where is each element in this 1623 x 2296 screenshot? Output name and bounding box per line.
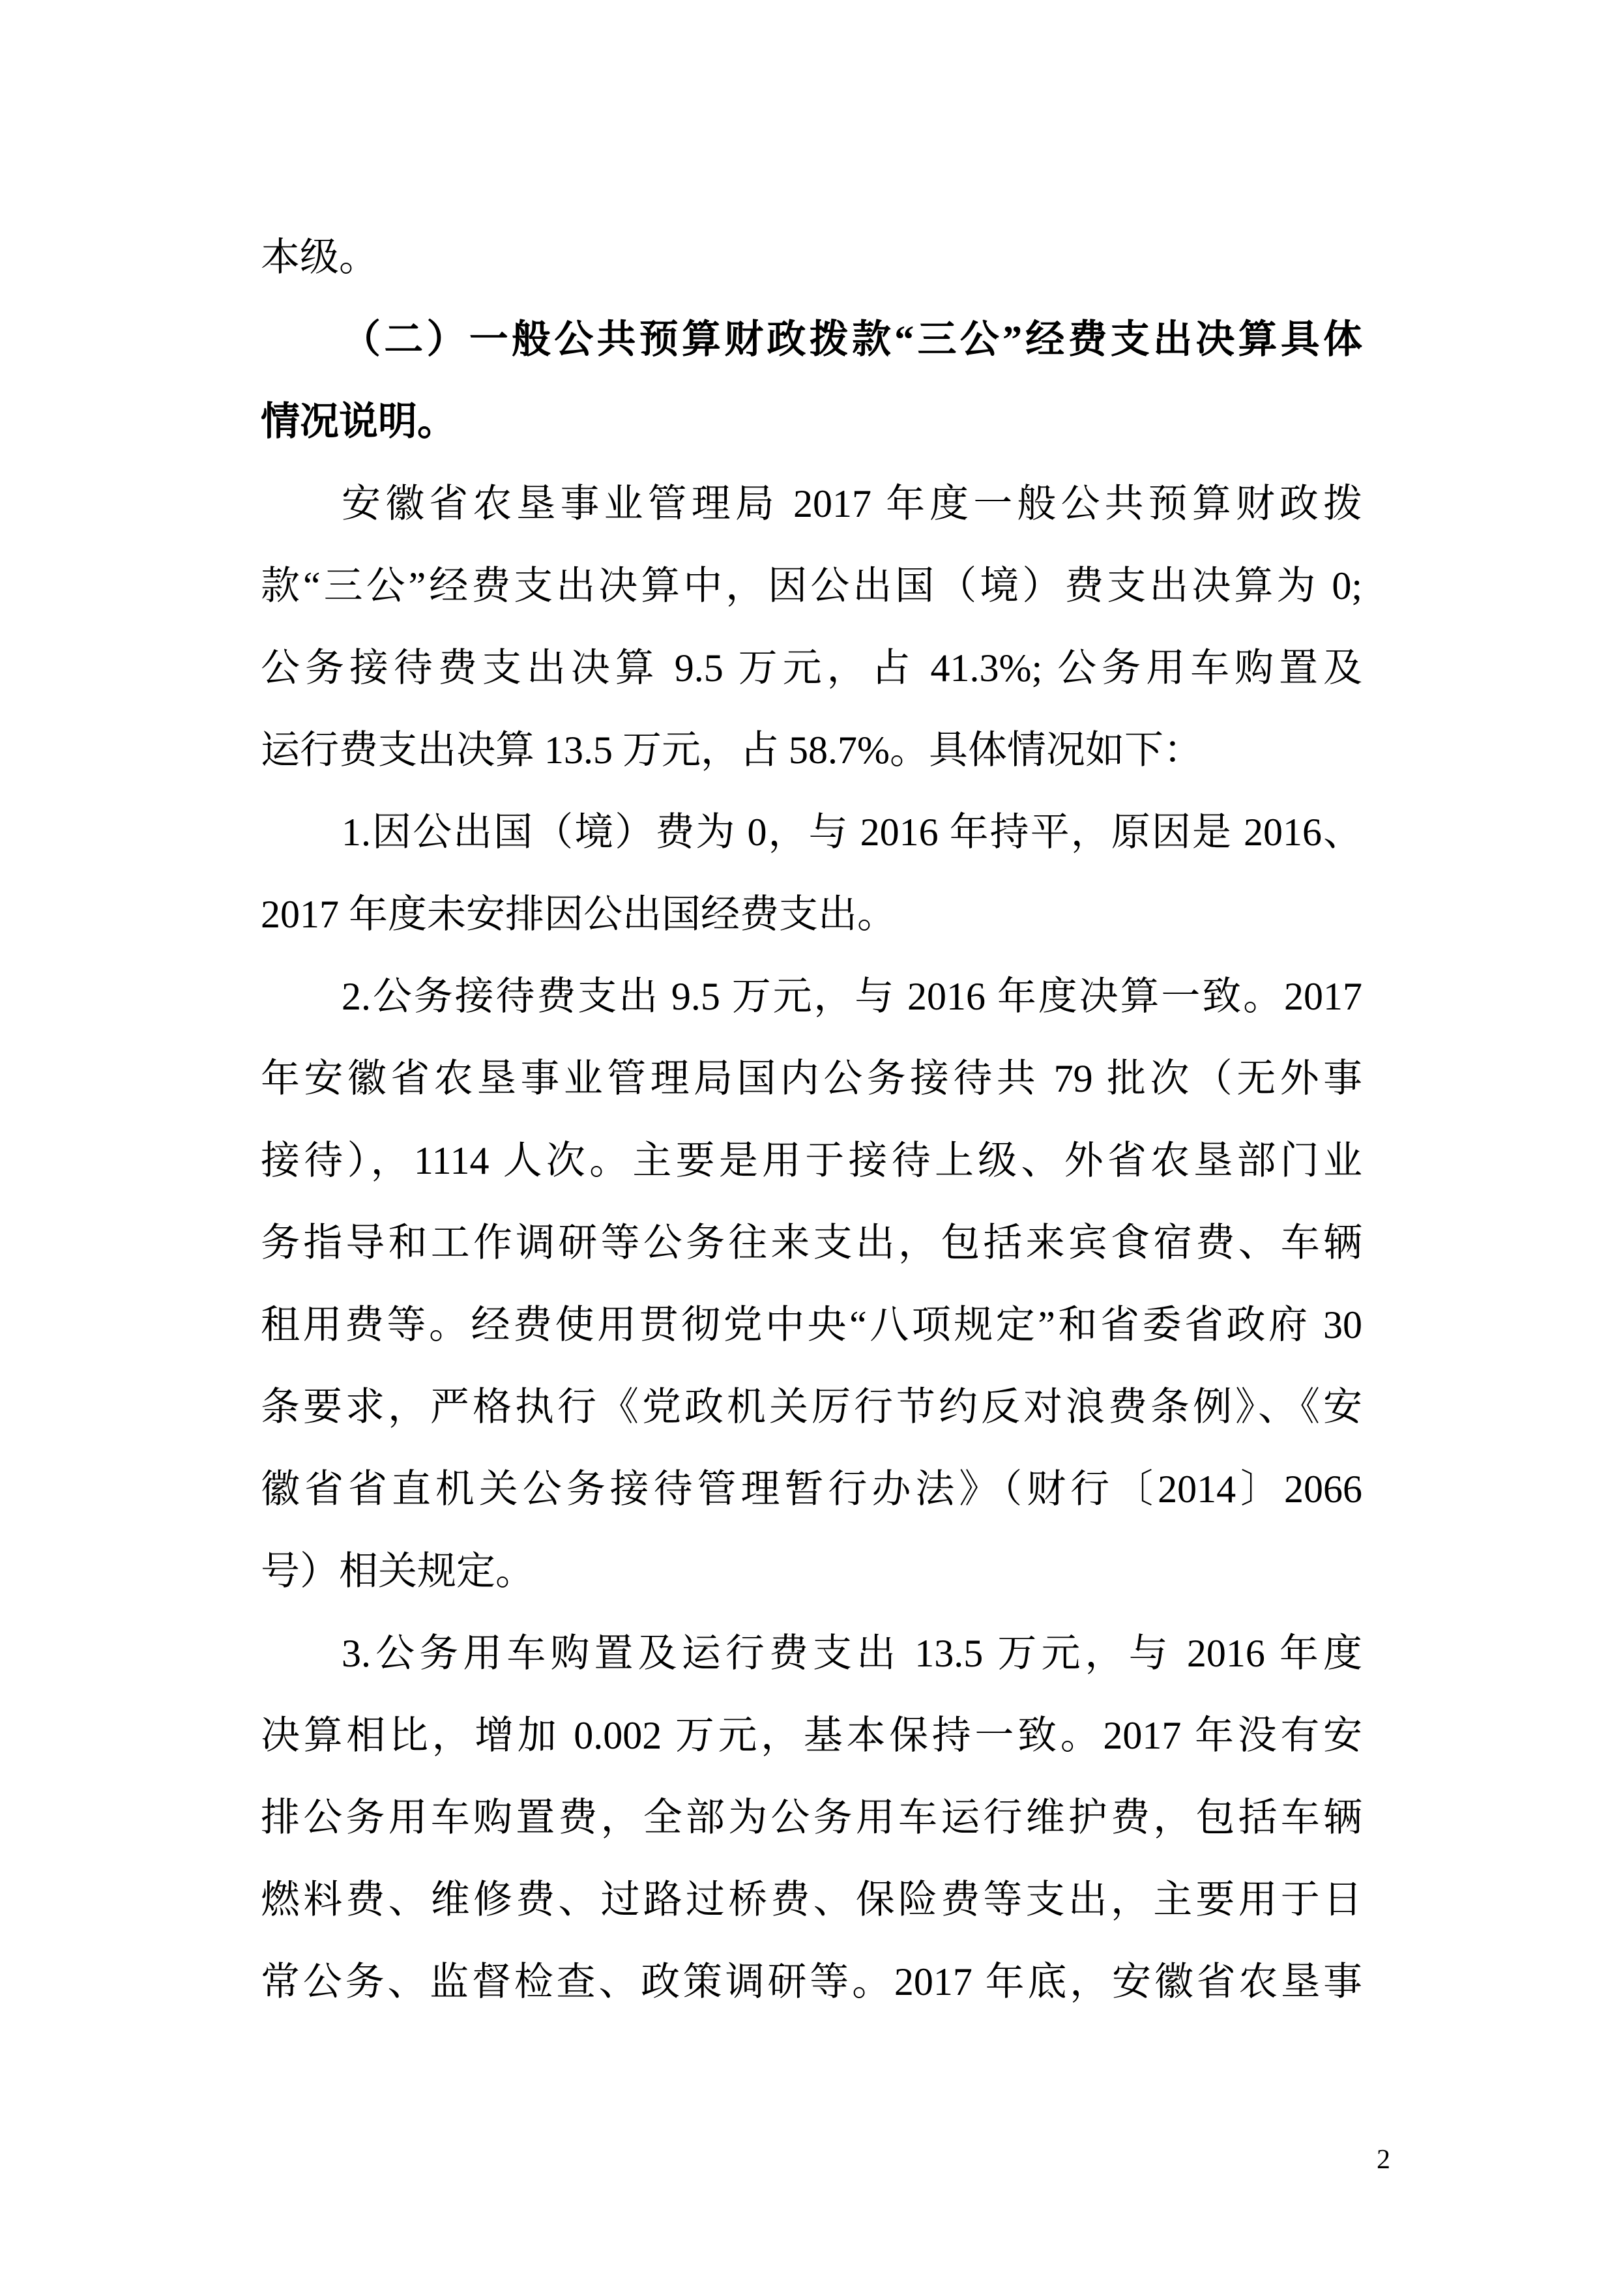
page-number: 2 [1377,2145,1390,2175]
document-body [261,216,1362,2023]
text-line: 号）相关规定。 [261,1550,534,1593]
section-heading-line: 情况说明。 [261,400,456,443]
text-line: 徽省省直机关公务接待管理暂行办法》（财行〔2014〕2066 [261,1468,1362,1511]
text-line: 租用费等。经费使用贯彻党中央“八项规定”和省委省政府 30 [261,1303,1362,1346]
text-line: 接待），1114 人次。主要是用于接待上级、外省农垦部门业 [261,1139,1362,1182]
text-line: 运行费支出决算 13.5 万元，占 58.7%。具体情况如下： [261,729,1203,772]
text-line: 公务接待费支出决算 9.5 万元，占 41.3%; 公务用车购置及 [261,647,1362,690]
text-line: 条要求，严格执行《党政机关厉行节约反对浪费条例》、《安 [261,1386,1362,1429]
text-line: 1.因公出国（境）费为 0，与 2016 年持平，原因是 2016、 [342,811,1362,854]
text-line: 常公务、监督检查、政策调研等。2017 年底，安徽省农垦事 [261,1960,1362,2003]
text-line: 决算相比，增加 0.002 万元，基本保持一致。2017 年没有安 [261,1714,1362,1757]
text-line: 排公务用车购置费，全部为公务用车运行维护费，包括车辆 [261,1796,1362,1839]
text-line: 本级。 [261,236,378,279]
text-line: 2.公务接待费支出 9.5 万元，与 2016 年度决算一致。2017 [342,975,1362,1018]
text-line: 2017 年度未安排因公出国经费支出。 [261,893,896,936]
text-line: 款“三公”经费支出决算中，因公出国（境）费支出决算为 0; [261,564,1362,607]
text-line: 燃料费、维修费、过路过桥费、保险费等支出，主要用于日 [261,1878,1362,1921]
section-heading-line: （二）一般公共预算财政拨款“三公”经费支出决算具体 [342,318,1362,361]
text-line: 3.公务用车购置及运行费支出 13.5 万元，与 2016 年度 [342,1632,1362,1675]
text-line: 年安徽省农垦事业管理局国内公务接待共 79 批次（无外事 [261,1057,1362,1100]
text-line: 安徽省农垦事业管理局 2017 年度一般公共预算财政拨 [342,482,1362,525]
text-line: 务指导和工作调研等公务往来支出，包括来宾食宿费、车辆 [261,1221,1362,1264]
